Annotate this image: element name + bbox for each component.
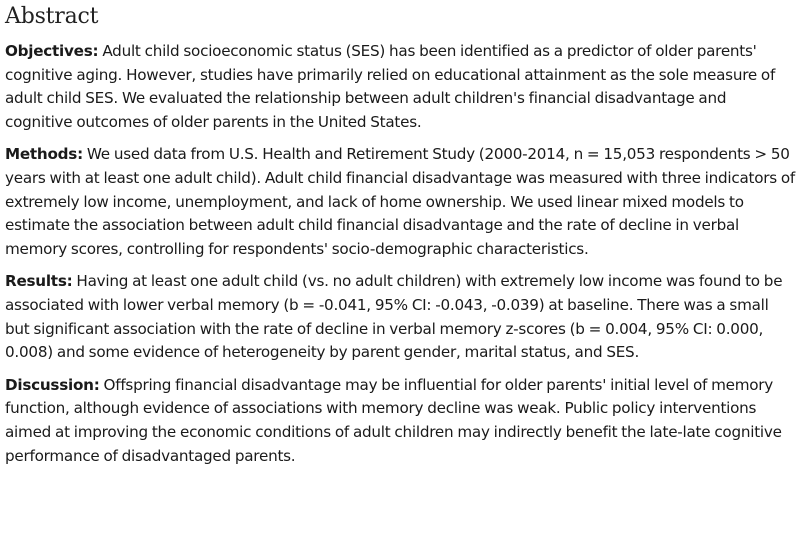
methods-paragraph [5,143,796,261]
discussion-paragraph [5,374,796,468]
objectives-text: Adult child socioeconomic status (SES) has been identified as a predictor of older parents' cognitive aging. However, studies have primarily relied on educational attainment as the sole measure of adult child SES. We evaluated the relationship between adult children's financial disadvantage and cognitive outcomes of older parents in the United States. [5,42,776,131]
discussion-label: Discussion: [5,375,100,394]
results-text: Having at least one adult child (vs. no adult children) with extremely low income was found to be associated with lower verbal memory (b = -0.041, 95% CI: -0.043, -0.039) at baseline. There was a small but significant association with the rate of decline in verbal memory z-scores (b = 0.004, 95% CI: 0.000, 0.008) and some evidence of heterogeneity by parent gender, marital status, and SES. [5,272,783,362]
discussion-text: Offspring financial disadvantage may be influential for older parents' initial level of memory function, although evidence of associations with memory decline was weak. Public policy interventions aimed at improving the economic conditions of adult children may indirectly benefit the late-late cognitive performance of disadvantaged parents. [5,375,782,465]
results-label: Results: [5,272,73,291]
methods-label: Methods: [5,145,83,164]
results-paragraph [5,270,796,364]
objectives-paragraph [5,40,796,134]
abstract-heading: Abstract [5,4,99,29]
methods-text: We used data from U.S. Health and Retirement Study (2000-2014, n = 15,053 respondents > 50 years with at least one adult child). Adult child financial disadvantage was measured with three indicators of extremely low income, unemployment, and lack of home ownership. We used linear mixed models to estimate the association between adult child financial disadvantage and the rate of decline in verbal memory scores, controlling for respondents' socio-demographic characteristics. [5,145,796,258]
objectives-label: Objectives: [5,42,99,60]
